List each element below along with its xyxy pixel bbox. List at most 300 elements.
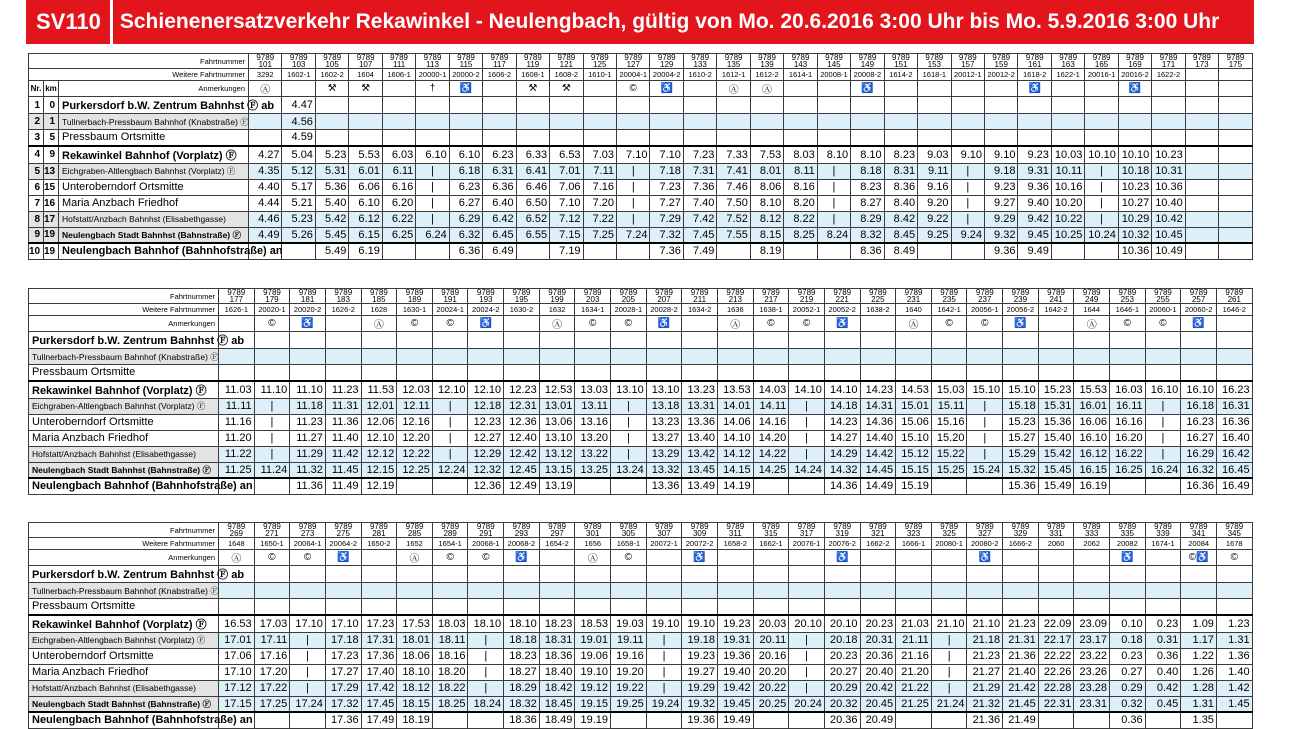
fahrtnummer-cell: 9789 257 [1181,289,1217,304]
departure-time [1145,365,1181,381]
remark-icon: ♿ [1118,81,1151,97]
departure-time [789,712,825,728]
departure-time: 20.49 [860,712,896,728]
departure-time: 5.23 [315,146,348,164]
departure-time: 7.19 [550,243,583,259]
departure-time: | [617,211,650,227]
departure-time [717,599,753,615]
departure-time [1152,130,1185,146]
weitere-fahrtnummer-cell: 20012-2 [985,69,1018,81]
remark-icon: © [254,316,290,332]
fahrtnummer-cell: 9789 183 [325,289,361,304]
departure-time: 11.31 [325,398,361,414]
departure-time [896,712,932,728]
weitere-fahrtnummer-cell: 20024-2 [468,304,504,316]
departure-time [918,97,951,114]
remark-icon: © [789,316,825,332]
fahrtnummer-cell: 9789 213 [717,289,753,304]
weitere-fahrtnummer-cell: 20084 [1181,538,1217,550]
fahrtnummer-cell: 9789 281 [361,523,397,538]
station-name: Purkersdorf b.W. Zentrum Bahnhst Ⓕ ab [29,566,219,583]
departure-time [1003,349,1039,365]
fahrtnummer-cell: 9789 151 [884,54,917,69]
departure-time [325,566,361,583]
departure-time [1038,583,1074,599]
departure-time [1219,211,1252,227]
departure-time [896,365,932,381]
departure-time [1145,599,1181,615]
departure-time: 18.18 [504,632,540,648]
departure-time: 13.15 [539,462,575,478]
departure-time: 7.12 [550,211,583,227]
departure-time: 7.10 [650,146,683,164]
departure-time [851,130,884,146]
departure-time [382,243,415,259]
departure-time: 5.53 [349,146,382,164]
departure-time [896,599,932,615]
departure-time: 13.12 [539,446,575,462]
departure-time [254,712,290,728]
remark-icon [583,81,616,97]
departure-time: | [611,414,647,430]
departure-time: 6.49 [483,243,516,259]
departure-time: 15.53 [1074,381,1110,399]
departure-time [817,130,850,146]
remark-icon: ♿ [650,81,683,97]
departure-time: 7.53 [750,146,783,164]
departure-time [397,599,433,615]
station-name: Neulengbach Stadt Bahnhst (Bahnstraße) Ⓕ [59,227,249,243]
departure-time: 7.20 [583,195,616,211]
departure-time: 16.36 [1181,478,1217,494]
weitere-fahrtnummer-cell: 1630-1 [397,304,433,316]
fahrtnummer-cell: 9789 113 [416,54,449,69]
departure-time: 6.06 [349,179,382,195]
departure-time [860,365,896,381]
departure-time: 20.25 [753,696,789,712]
remark-icon [896,550,932,566]
departure-time: 15.45 [1038,462,1074,478]
departure-time: 21.23 [967,648,1003,664]
departure-time [617,243,650,259]
departure-time: 12.32 [468,462,504,478]
departure-time: 15.29 [1003,446,1039,462]
departure-time [789,478,825,494]
departure-time: 8.49 [884,243,917,259]
departure-time: 4.40 [249,179,282,195]
departure-time [1181,599,1217,615]
departure-time: 17.29 [325,680,361,696]
departure-time: 11.20 [219,430,255,446]
departure-time [449,97,482,114]
remark-icon [1038,316,1074,332]
departure-time: | [1085,211,1118,227]
departure-time: 4.59 [282,130,315,146]
fahrtnummer-cell: 9789 101 [249,54,282,69]
departure-time: 9.03 [918,146,951,164]
departure-time: 14.23 [860,381,896,399]
departure-time: 8.10 [851,146,884,164]
departure-time: 7.45 [683,227,716,243]
departure-time: 18.20 [432,664,468,680]
departure-time [349,97,382,114]
departure-time: 8.22 [784,211,817,227]
departure-time: 19.32 [682,696,718,712]
departure-time [583,243,616,259]
departure-time: 16.40 [1216,430,1252,446]
departure-time [951,114,984,130]
weitere-fahrtnummer-cell: 20008-1 [817,69,850,81]
departure-time [219,365,255,381]
departure-time: 7.46 [717,179,750,195]
weitere-fahrtnummer-cell: 1650-1 [254,538,290,550]
departure-time [468,583,504,599]
fahrtnummer-cell: 9789 115 [449,54,482,69]
timetable-row [29,349,1253,365]
departure-time: 8.12 [750,211,783,227]
departure-time [789,599,825,615]
departure-time: 17.25 [254,696,290,712]
weitere-fahrtnummer-cell: 1642-2 [1038,304,1074,316]
departure-time: 18.01 [397,632,433,648]
departure-time [432,599,468,615]
departure-time: 10.24 [1085,227,1118,243]
timetable-row [29,163,1253,179]
departure-time [397,478,433,494]
departure-time [824,566,860,583]
departure-time [646,332,682,349]
departure-time [539,349,575,365]
departure-time [650,114,683,130]
departure-time: 20.36 [860,648,896,664]
departure-time: | [432,398,468,414]
departure-time: | [646,664,682,680]
departure-time [860,566,896,583]
departure-time: 13.18 [646,398,682,414]
departure-time [611,583,647,599]
departure-time: 7.11 [583,163,616,179]
weitere-fahrtnummer-cell: 1604 [349,69,382,81]
remark-icon [483,81,516,97]
departure-time: 6.33 [516,146,549,164]
departure-time: 20.16 [753,648,789,664]
remark-icon [985,81,1018,97]
departure-time [682,349,718,365]
remark-icon: ♿ [504,550,540,566]
departure-time: | [1145,446,1181,462]
fahrtnummer-cell: 9789 111 [382,54,415,69]
weitere-fahrtnummer-label: Weitere Fahrtnummer [29,304,219,316]
departure-time: 7.27 [650,195,683,211]
departure-time: | [290,664,326,680]
fahrtnummer-row [29,289,1253,304]
departure-time: 16.24 [1145,462,1181,478]
departure-time: 7.50 [717,195,750,211]
weitere-fahrtnummer-cell: 20004-2 [650,69,683,81]
fahrtnummer-cell: 9789 271 [254,523,290,538]
departure-time [315,97,348,114]
departure-time [361,332,397,349]
departure-time: 12.36 [468,478,504,494]
departure-time: 10.32 [1118,227,1151,243]
departure-time [824,365,860,381]
departure-time: 9.40 [1018,195,1051,211]
departure-time: | [951,211,984,227]
anmerkungen-label: Anmerkungen [59,81,249,97]
departure-time: 5.12 [282,163,315,179]
departure-time: 10.03 [1051,146,1084,164]
departure-time [468,599,504,615]
departure-time: 19.25 [611,696,647,712]
departure-time: 15.16 [931,414,967,430]
departure-time: 18.49 [539,712,575,728]
departure-time: 14.24 [789,462,825,478]
departure-time: 16.49 [1216,478,1252,494]
departure-time [646,349,682,365]
departure-time: 14.01 [717,398,753,414]
stop-km: 15 [44,179,59,195]
departure-time: 15.36 [1003,478,1039,494]
remark-icon: © [397,316,433,332]
departure-time: 20.36 [824,712,860,728]
departure-time [1003,599,1039,615]
departure-time: 21.20 [896,664,932,680]
departure-time: 12.23 [504,381,540,399]
departure-time: | [290,680,326,696]
departure-time: 14.29 [824,446,860,462]
fahrtnummer-cell: 9789 119 [516,54,549,69]
remark-icon: © [611,550,647,566]
departure-time [432,365,468,381]
departure-time: 11.45 [325,462,361,478]
departure-time: 19.20 [611,664,647,680]
departure-time: 5.21 [282,195,315,211]
departure-time: 14.27 [824,430,860,446]
fahrtnummer-cell: 9789 161 [1018,54,1051,69]
departure-time: 10.25 [1051,227,1084,243]
departure-time [682,599,718,615]
departure-time: 12.01 [361,398,397,414]
departure-time: 16.06 [1074,414,1110,430]
departure-time [349,130,382,146]
departure-time [753,332,789,349]
weitere-fahrtnummer-cell: 2060 [1038,538,1074,550]
departure-time: 14.06 [717,414,753,430]
remark-icon [1216,316,1252,332]
departure-time: 10.31 [1152,163,1185,179]
departure-time: 0.23 [1145,615,1181,633]
departure-time: 17.32 [325,696,361,712]
weitere-fahrtnummer-cell: 1610-1 [583,69,616,81]
weitere-fahrtnummer-cell: 20000-1 [416,69,449,81]
departure-time [860,583,896,599]
departure-time: 11.29 [290,446,326,462]
remark-icon: ♿ [824,550,860,566]
departure-time: | [967,430,1003,446]
departure-time: 11.40 [325,430,361,446]
timetable-1 [28,53,1253,260]
departure-time [325,349,361,365]
departure-time [1110,365,1146,381]
departure-time [1145,349,1181,365]
weitere-fahrtnummer-cell: 20064-2 [325,538,361,550]
departure-time [1181,583,1217,599]
departure-time [1051,114,1084,130]
departure-time: 8.15 [750,227,783,243]
station-name: Hofstatt/Anzbach Bahnhst (Elisabethgasse) [29,680,219,696]
departure-time: 8.40 [884,195,917,211]
remark-icon [784,81,817,97]
departure-time [646,566,682,583]
departure-time [249,130,282,146]
departure-time: 8.01 [750,163,783,179]
departure-time: 4.44 [249,195,282,211]
departure-time [784,97,817,114]
departure-time: 15.22 [931,446,967,462]
departure-time [789,566,825,583]
departure-time [717,332,753,349]
departure-time: | [817,211,850,227]
departure-time: 11.53 [361,381,397,399]
departure-time: 21.29 [967,680,1003,696]
departure-time [918,130,951,146]
departure-time: 5.42 [315,211,348,227]
remark-icon [753,550,789,566]
departure-time: 14.53 [896,381,932,399]
departure-time [349,114,382,130]
departure-time [1185,146,1218,164]
departure-time [682,365,718,381]
departure-time: 0.23 [1110,648,1146,664]
timetable-row [29,446,1253,462]
departure-time: 7.06 [550,179,583,195]
departure-time: 14.10 [717,430,753,446]
departure-time [1219,195,1252,211]
departure-time: 5.23 [282,211,315,227]
departure-time [1145,712,1181,728]
remark-icon: © [611,316,647,332]
departure-time: 7.55 [717,227,750,243]
departure-time [432,349,468,365]
departure-time: | [951,195,984,211]
stop-number: 7 [29,195,44,211]
departure-time: | [432,430,468,446]
departure-time: 8.42 [884,211,917,227]
departure-time: 12.49 [504,478,540,494]
departure-time: 16.23 [1181,414,1217,430]
departure-time: 10.40 [1152,195,1185,211]
departure-time: 19.49 [717,712,753,728]
departure-time: 6.12 [349,211,382,227]
weitere-fahrtnummer-cell: 1644 [1074,304,1110,316]
departure-time: 7.22 [583,211,616,227]
fahrtnummer-cell: 9789 157 [951,54,984,69]
departure-time: 12.10 [361,430,397,446]
weitere-fahrtnummer-cell: 20028-1 [611,304,647,316]
remark-icon [219,316,255,332]
fahrtnummer-cell: 9789 305 [611,523,647,538]
departure-time: 15.15 [896,462,932,478]
departure-time: 21.16 [896,648,932,664]
departure-time: 15.01 [896,398,932,414]
timetable-row [29,195,1253,211]
departure-time: 9.36 [1018,179,1051,195]
departure-time: | [931,648,967,664]
departure-time [1185,195,1218,211]
departure-time: 15.11 [931,398,967,414]
departure-time: 8.18 [851,163,884,179]
departure-time: 7.52 [717,211,750,227]
remark-icon [860,550,896,566]
departure-time: 8.32 [851,227,884,243]
remark-icon: © [931,316,967,332]
fahrtnummer-cell: 9789 189 [397,289,433,304]
departure-time: 19.06 [575,648,611,664]
departure-time [290,349,326,365]
weitere-fahrtnummer-cell: 20080-1 [931,538,967,550]
line-code: SV110 [26,0,113,44]
departure-time [1219,243,1252,259]
departure-time: 12.40 [504,430,540,446]
departure-time [1219,114,1252,130]
departure-time: 8.36 [851,243,884,259]
remark-icon: Ⓐ [539,316,575,332]
remark-icon: ♿ [1003,316,1039,332]
departure-time [539,583,575,599]
anmerkungen-label: Anmerkungen [29,316,219,332]
fahrtnummer-cell: 9789 171 [1152,54,1185,69]
departure-time [432,478,468,494]
departure-time: 1.35 [1181,712,1217,728]
weitere-fahrtnummer-cell: 1636 [717,304,753,316]
departure-time: 19.10 [575,664,611,680]
station-name: Unteroberndorf Ortsmitte [59,179,249,195]
departure-time [789,583,825,599]
departure-time: 1.17 [1181,632,1217,648]
departure-time [325,332,361,349]
departure-time: | [951,163,984,179]
weitere-fahrtnummer-cell: 3292 [249,69,282,81]
departure-time: 14.23 [824,414,860,430]
weitere-fahrtnummer-cell: 1618-2 [1018,69,1051,81]
departure-time: 0.10 [1110,615,1146,633]
fahrtnummer-cell: 9789 185 [361,289,397,304]
departure-time [753,583,789,599]
timetable-row [29,712,1253,728]
departure-time: 13.36 [682,414,718,430]
departure-time: | [817,179,850,195]
departure-time [717,114,750,130]
departure-time: 0.36 [1145,648,1181,664]
departure-time: 13.10 [646,381,682,399]
departure-time: 8.27 [851,195,884,211]
departure-time: | [290,632,326,648]
departure-time [931,599,967,615]
departure-time [361,566,397,583]
departure-time: 13.22 [575,446,611,462]
departure-time: 12.10 [432,381,468,399]
departure-time [824,332,860,349]
remark-icon [817,81,850,97]
remark-icon: Ⓐ [575,550,611,566]
fahrtnummer-cell: 9789 297 [539,523,575,538]
departure-time: 8.23 [851,179,884,195]
departure-time: 9.36 [985,243,1018,259]
weitere-fahrtnummer-label: Weitere Fahrtnummer [29,69,249,81]
departure-time [1051,97,1084,114]
fahrtnummer-cell: 9789 173 [1185,54,1218,69]
departure-time [432,332,468,349]
